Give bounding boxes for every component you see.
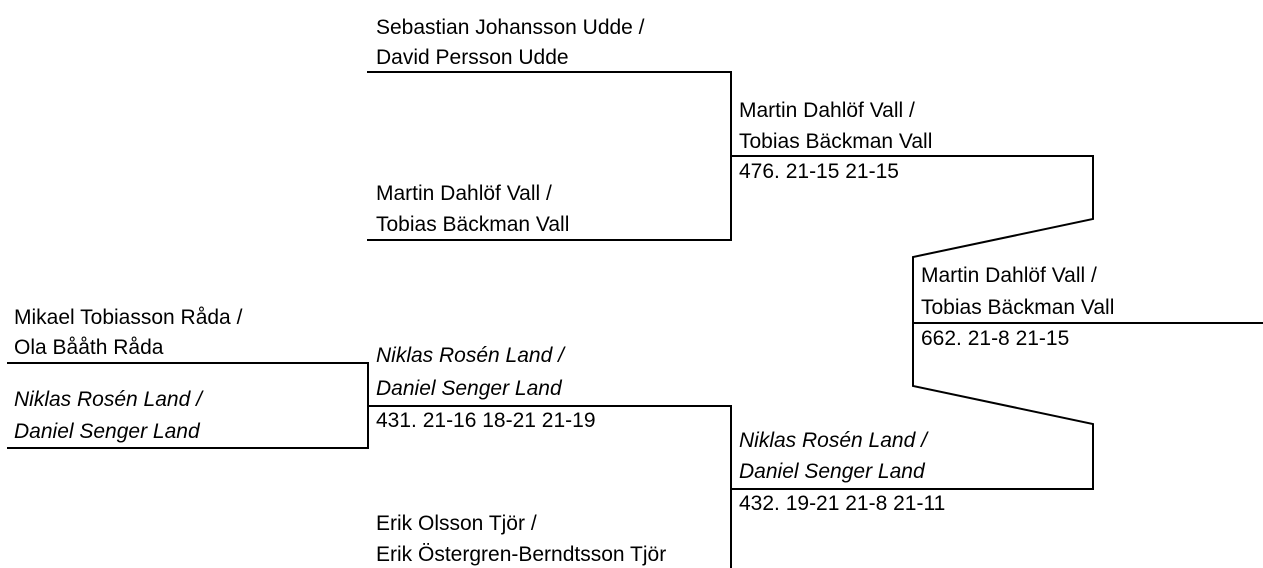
r2-bottom-team1-player2: Daniel Senger Land <box>376 377 562 400</box>
r2-bottom-team2-player1: Erik Olsson Tjör / <box>376 512 537 535</box>
r3-bottom-result: 432. 19-21 21-8 21-11 <box>739 492 946 515</box>
r3-top-player1: Martin Dahlöf Vall / <box>739 99 915 122</box>
r3-bottom-player2: Daniel Senger Land <box>739 460 925 483</box>
r2-bottom-result: 431. 21-16 18-21 21-19 <box>376 409 596 432</box>
r2-top-team1-player1: Sebastian Johansson Udde / <box>376 16 645 39</box>
r2-top-team2-player2: Tobias Bäckman Vall <box>376 213 570 236</box>
r3-top-result: 476. 21-15 21-15 <box>739 160 899 183</box>
r2-bottom-team1-player1: Niklas Rosén Land / <box>376 344 564 367</box>
r1-team1-player1: Mikael Tobiasson Råda / <box>14 306 243 329</box>
r3-bottom-player1: Niklas Rosén Land / <box>739 429 927 452</box>
r1-team2-player1: Niklas Rosén Land / <box>14 388 202 411</box>
r1-team2-player2: Daniel Senger Land <box>14 420 200 443</box>
final-result: 662. 21-8 21-15 <box>921 327 1070 350</box>
final-player2: Tobias Bäckman Vall <box>921 296 1115 319</box>
r2-top-team2-player1: Martin Dahlöf Vall / <box>376 182 552 205</box>
r2-top-team1-player2: David Persson Udde <box>376 46 569 69</box>
r1-team1-player2: Ola Bååth Råda <box>14 336 164 359</box>
r2-bottom-team2-player2: Erik Östergren-Berndtsson Tjör <box>376 543 667 566</box>
r3-top-player2: Tobias Bäckman Vall <box>739 130 933 153</box>
final-player1: Martin Dahlöf Vall / <box>921 264 1097 287</box>
